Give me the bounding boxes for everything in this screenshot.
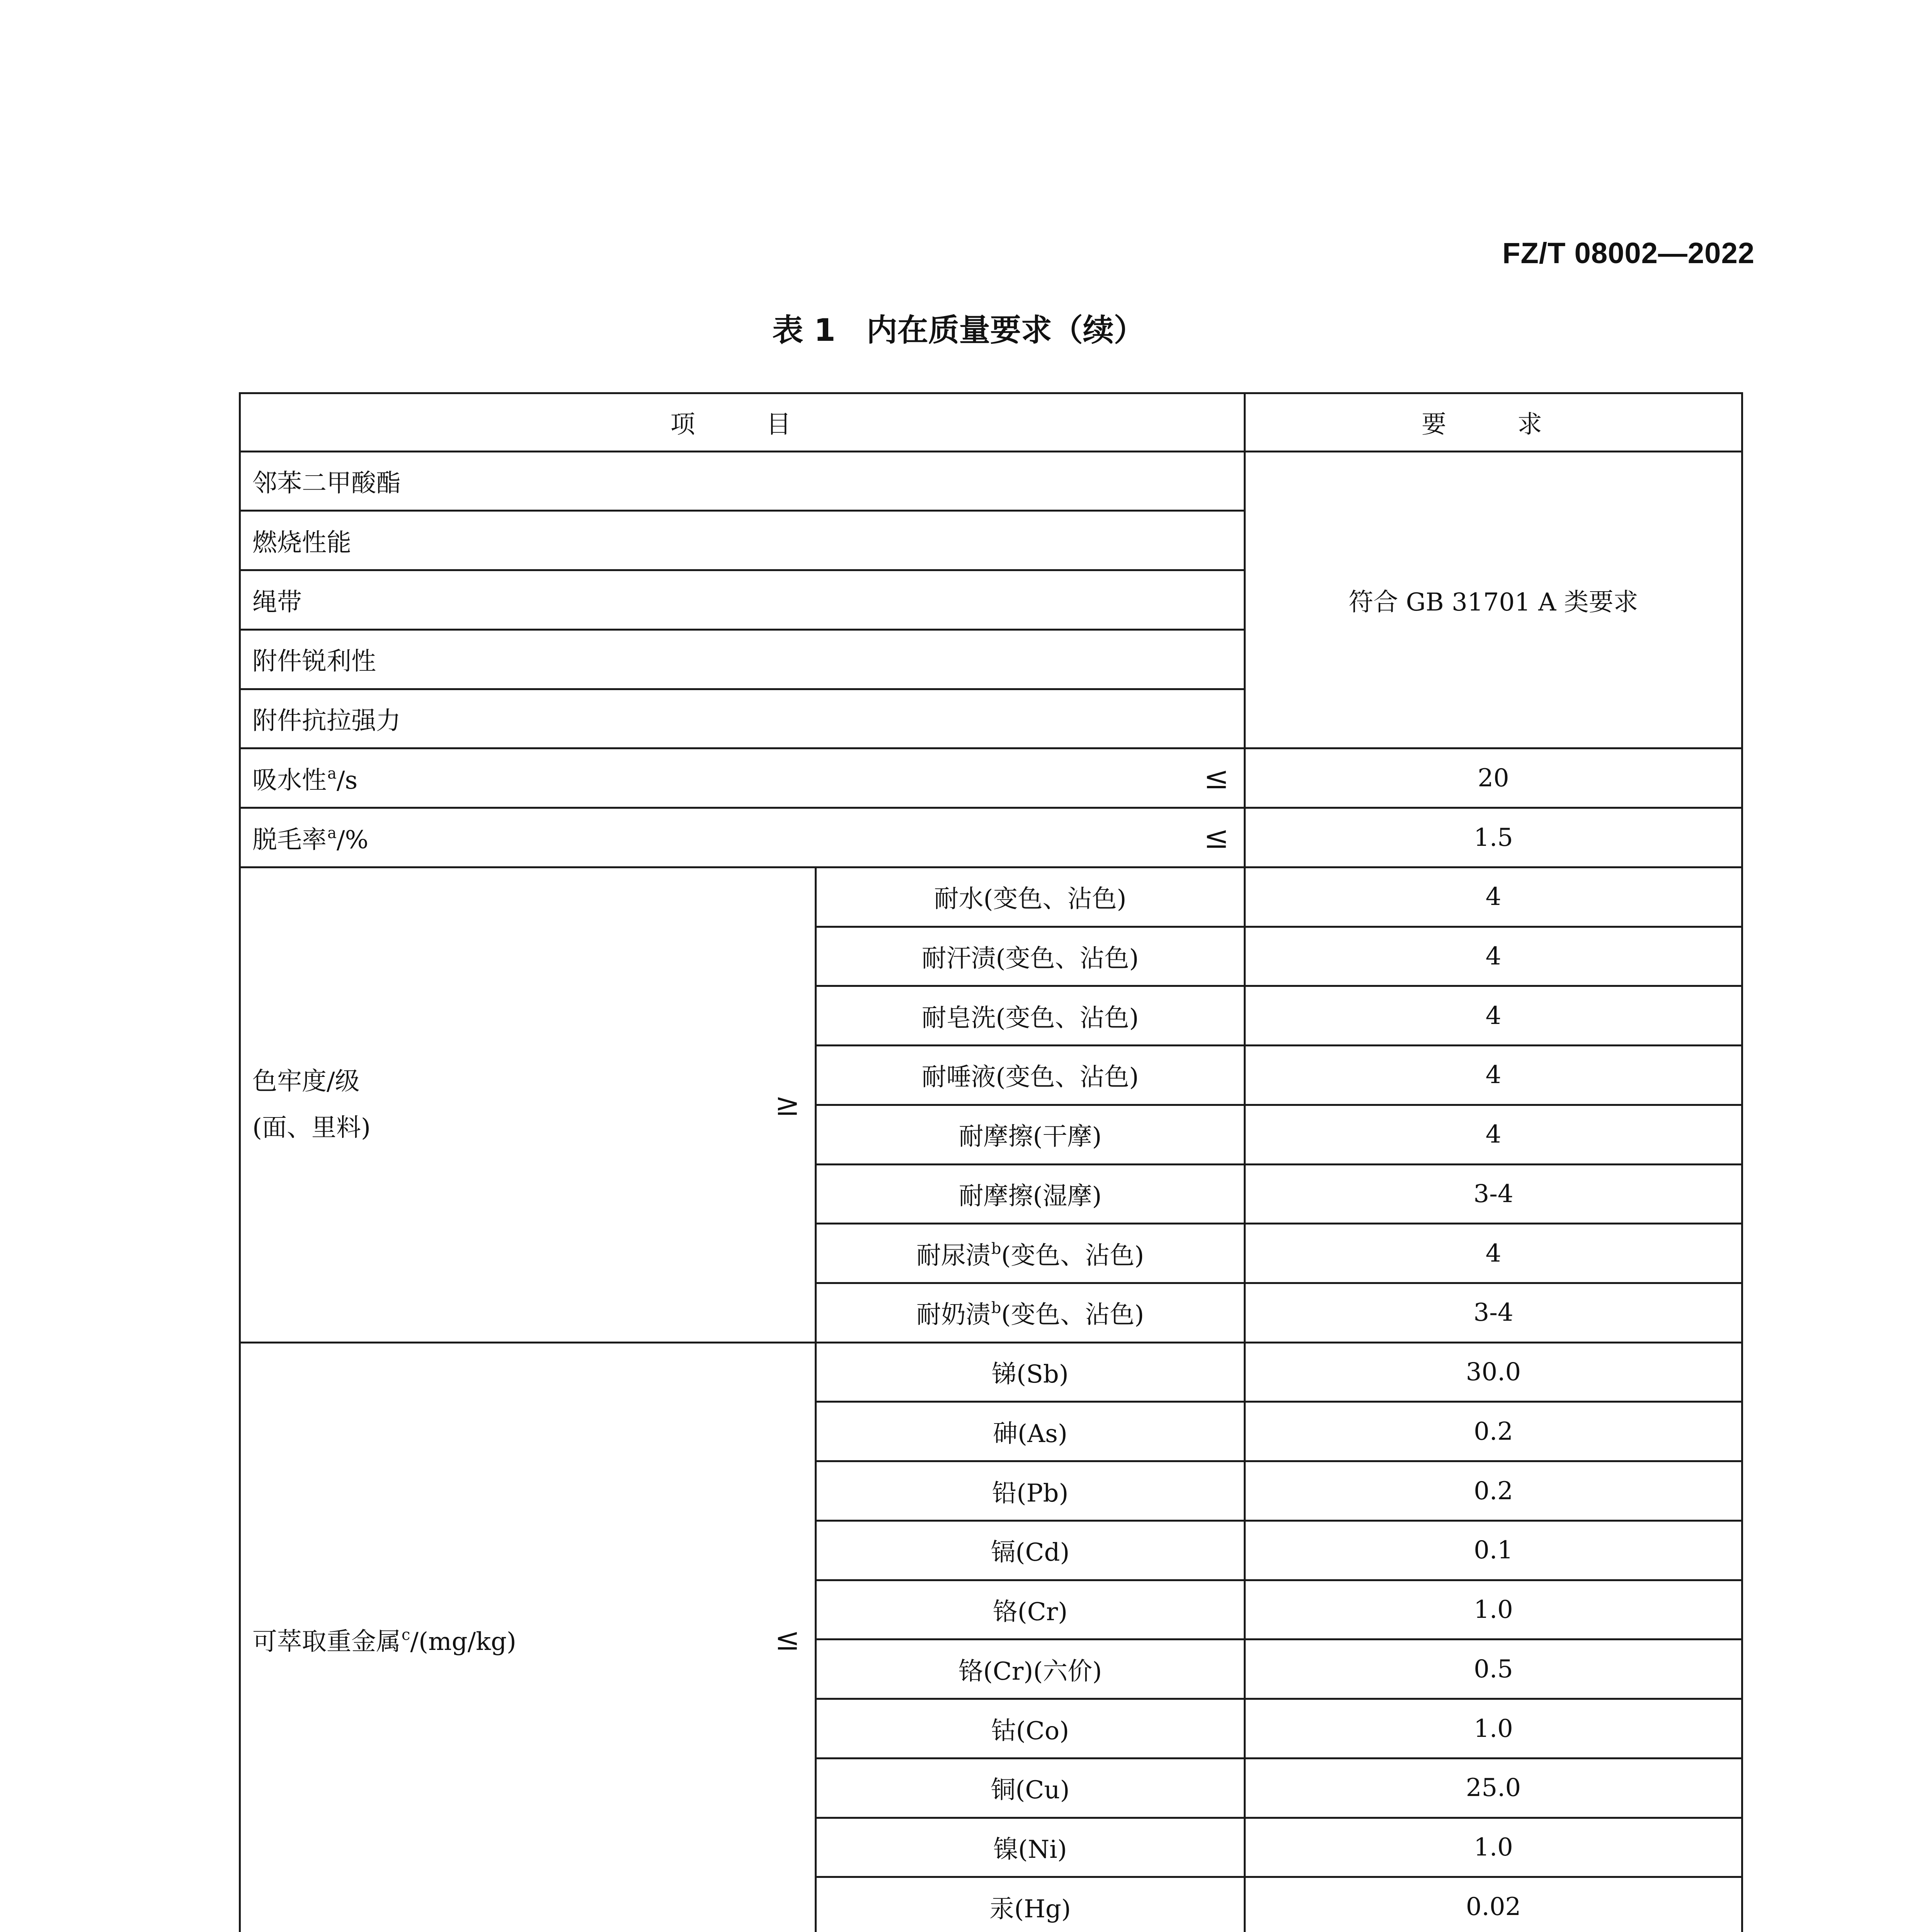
metal-value: 1.0 xyxy=(1245,1580,1742,1639)
value-shedding: 1.5 xyxy=(1245,808,1742,867)
quality-requirements-table xyxy=(239,392,1743,1932)
cf-name: 耐摩擦(干摩) xyxy=(816,1105,1245,1164)
header-requirement: 要 求 xyxy=(1245,393,1742,452)
metal-name: 铬(Cr)(六价) xyxy=(816,1639,1245,1699)
table-row xyxy=(240,451,1742,511)
item-water-absorption: 吸水性$^a$/s ≤ xyxy=(240,748,1245,808)
metal-value: 0.1 xyxy=(1245,1520,1742,1580)
item-heavy-metals: 可萃取重金属$^c$/(mg/kg) ≤ xyxy=(240,1342,816,1932)
metal-name: 铅(Pb) xyxy=(816,1461,1245,1521)
item-phthalates: 邻苯二甲酸酯 xyxy=(240,451,1245,511)
metal-value: 25.0 xyxy=(1245,1758,1742,1818)
metal-name: 铬(Cr) xyxy=(816,1580,1245,1639)
ge-symbol: ≥ xyxy=(775,1087,800,1122)
requirement-gb31701: 符合 GB 31701 A 类要求 xyxy=(1245,451,1742,748)
metal-value: 0.2 xyxy=(1245,1461,1742,1521)
metal-name: 镍(Ni) xyxy=(816,1818,1245,1877)
cf-name: 耐尿渍$^b$(变色、沾色) xyxy=(816,1224,1245,1283)
metal-value: 30.0 xyxy=(1245,1342,1742,1402)
cf-name: 耐奶渍$^b$(变色、沾色) xyxy=(816,1283,1245,1343)
metal-name: 铜(Cu) xyxy=(816,1758,1245,1818)
item-accessory-tension: 附件抗拉强力 xyxy=(240,689,1245,748)
metal-value: 1.0 xyxy=(1245,1818,1742,1877)
cf-value: 4 xyxy=(1245,1224,1742,1283)
cf-value: 4 xyxy=(1245,1105,1742,1164)
cf-name: 耐汗渍(变色、沾色) xyxy=(816,927,1245,986)
header-item: 项 目 xyxy=(240,393,1245,452)
item-sharp-edges: 附件锐利性 xyxy=(240,629,1245,689)
table-caption: 表 1 内在质量要求（续） xyxy=(772,312,1145,348)
cf-value: 3-4 xyxy=(1245,1164,1742,1224)
metal-value: 0.5 xyxy=(1245,1639,1742,1699)
cf-value: 3-4 xyxy=(1245,1283,1742,1343)
standard-number: FZ/T 08002—2022 xyxy=(1502,237,1755,270)
le-symbol: ≤ xyxy=(775,1622,800,1657)
metal-name: 锑(Sb) xyxy=(816,1342,1245,1402)
metal-value: 0.2 xyxy=(1245,1402,1742,1461)
metal-value: 1.0 xyxy=(1245,1699,1742,1759)
metal-name: 钴(Co) xyxy=(816,1699,1245,1759)
item-shedding: 脱毛率$^a$/% ≤ xyxy=(240,808,1245,867)
metal-name: 砷(As) xyxy=(816,1402,1245,1461)
metal-value: 0.02 xyxy=(1245,1877,1742,1932)
cf-name: 耐水(变色、沾色) xyxy=(816,867,1245,927)
cf-value: 4 xyxy=(1245,1046,1742,1105)
metal-name: 镉(Cd) xyxy=(816,1520,1245,1580)
item-cords: 绳带 xyxy=(240,570,1245,630)
le-symbol: ≤ xyxy=(1204,820,1229,855)
cf-value: 4 xyxy=(1245,927,1742,986)
item-flammability: 燃烧性能 xyxy=(240,511,1245,570)
cf-name: 耐皂洗(变色、沾色) xyxy=(816,986,1245,1046)
cf-value: 4 xyxy=(1245,986,1742,1046)
table-row xyxy=(240,748,1742,808)
table-header-row xyxy=(240,393,1742,452)
cf-value: 4 xyxy=(1245,867,1742,927)
cf-name: 耐摩擦(湿摩) xyxy=(816,1164,1245,1224)
table-row xyxy=(240,1342,1742,1402)
table-row xyxy=(240,808,1742,867)
table-row xyxy=(240,867,1742,927)
metal-name: 汞(Hg) xyxy=(816,1877,1245,1932)
le-symbol: ≤ xyxy=(1204,760,1229,796)
item-colorfastness: 色牢度/级 (面、里料) ≥ xyxy=(240,867,816,1342)
value-water-absorption: 20 xyxy=(1245,748,1742,808)
cf-name: 耐唾液(变色、沾色) xyxy=(816,1046,1245,1105)
